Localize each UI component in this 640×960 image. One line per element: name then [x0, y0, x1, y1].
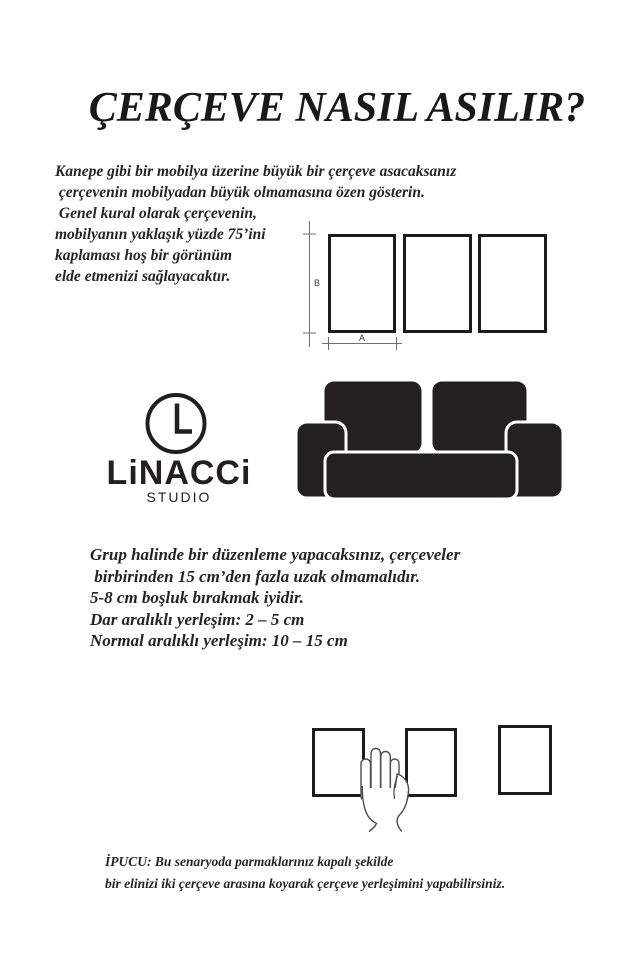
frame-rect — [330, 236, 395, 332]
tip-paragraph — [105, 851, 505, 895]
frame-rect — [480, 236, 546, 332]
tip-line: İPUCU: Bu senaryoda parmaklarınız kapalı şekilde — [105, 854, 394, 869]
clock-icon — [143, 391, 209, 457]
spacing-line: birbirinden 15 cm’den fazla uzak olmamalıdır. — [90, 566, 421, 586]
width-dimension-label: A — [358, 333, 366, 343]
frame-rect — [407, 730, 456, 796]
hand-icon — [361, 749, 409, 832]
tip-line: bir elinizi iki çerçeve arasına koyarak çerçeve yerleşimini yapabilirsiniz. — [105, 876, 506, 891]
intro-line: Kanepe gibi bir mobilya üzerine büyük bir çerçeve asacaksanız — [55, 163, 457, 180]
brand-logo — [104, 456, 254, 505]
spacing-line: Normal aralıklı yerleşim: 10 – 15 cm — [90, 631, 348, 650]
frame-rect — [500, 727, 551, 794]
frame-rect — [314, 730, 364, 796]
spacing-line: Grup halinde bir düzenleme yapacaksınız, çerçeveler — [90, 545, 461, 564]
height-dimension-label: B — [314, 278, 321, 288]
frame-rect — [405, 236, 471, 332]
hand-spacing-diagram — [305, 722, 555, 836]
spacing-line: Dar aralıklı yerleşim: 2 – 5 cm — [90, 609, 305, 629]
intro-line: çerçevenin mobilyadan büyük olmamasına özen gösterin. — [55, 184, 425, 201]
intro-line: kaplaması hoş bir görünüm — [55, 247, 233, 264]
spacing-line: 5-8 cm boşluk bırakmak iyidir. — [90, 588, 304, 607]
frame-size-diagram — [300, 218, 555, 353]
intro-line: Genel kural olarak çerçevenin, — [55, 205, 257, 222]
intro-line: mobilyanın yaklaşık yüzde 75’ini — [55, 226, 266, 243]
sofa-seat-cushion — [325, 452, 517, 499]
logo-name: LiNACCi — [106, 454, 252, 492]
sofa-illustration — [292, 374, 567, 506]
logo-subtitle: STUDIO — [146, 489, 212, 505]
clock-hands — [177, 404, 192, 432]
page-title: ÇERÇEVE NASIL ASILIR? — [88, 85, 586, 131]
spacing-paragraph — [90, 544, 460, 652]
intro-line: elde etmenizi sağlayacaktır. — [55, 268, 231, 285]
